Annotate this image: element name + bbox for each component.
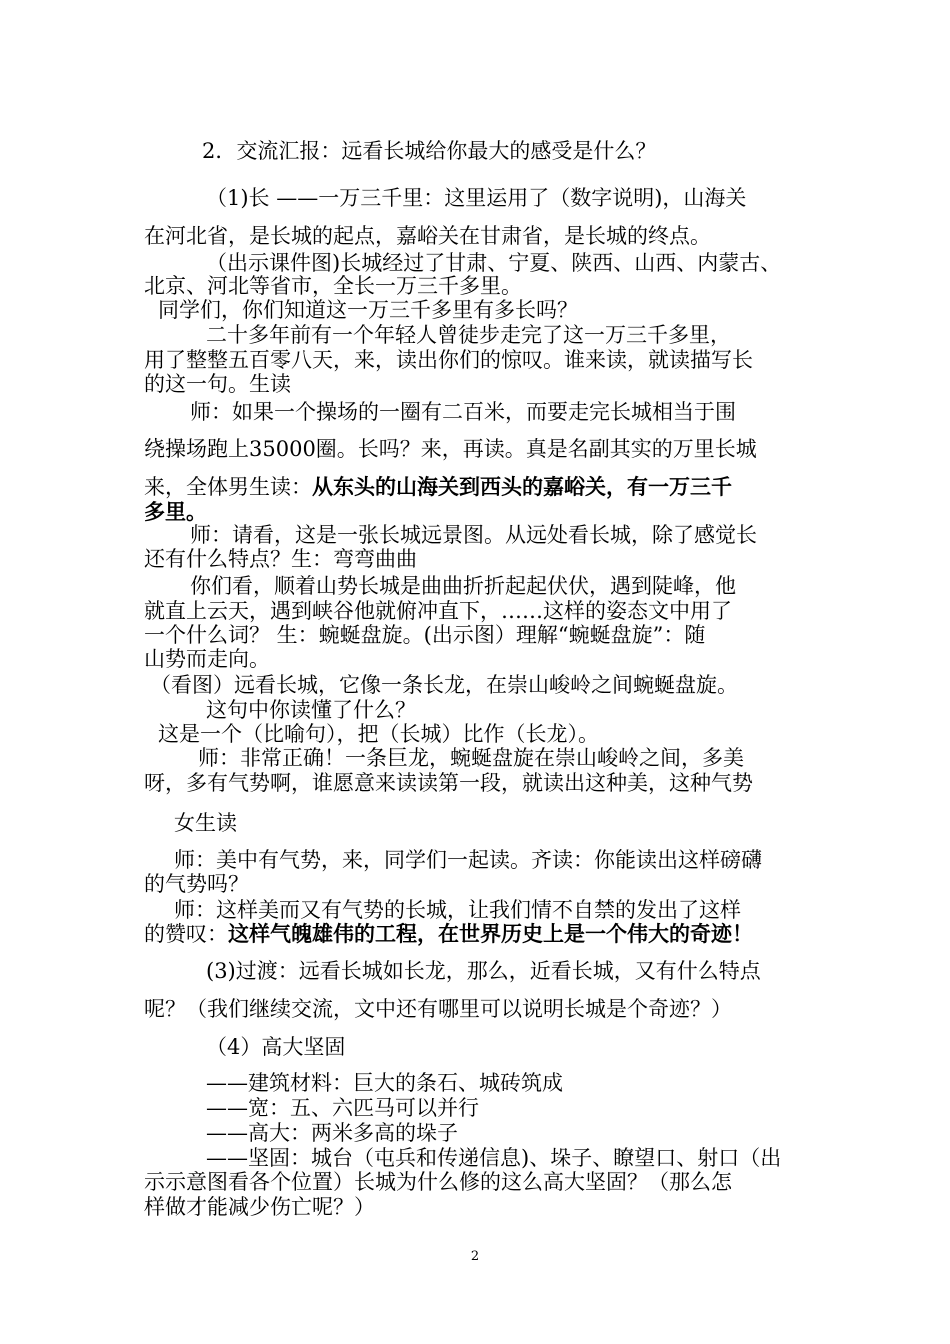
text-line: 一个什么词？ 生：蜿蜒盘旋。(出示图）理解“蜿蜒盘旋”：随 [144, 623, 706, 647]
text-line: （4）高大坚固 [206, 1035, 346, 1059]
page-number: 2 [470, 1249, 480, 1264]
text-line: 就直上云天，遇到峡谷他就俯冲直下，……这样的姿态文中用了 [144, 599, 732, 623]
text-line: 呢？（我们继续交流，文中还有哪里可以说明长城是个奇迹？） [144, 997, 732, 1021]
text-line: 同学们，你们知道这一万三千多里有多长吗？ [158, 298, 578, 322]
text-line: 师：美中有气势，来，同学们一起读。齐读：你能读出这样磅礴 [174, 848, 762, 872]
text-line: 师：非常正确！一条巨龙，蜿蜒盘旋在崇山峻岭之间，多美 [198, 746, 744, 770]
text-line: 师：这样美而又有气势的长城，让我们情不自禁的发出了这样 [174, 898, 741, 922]
text-line: 师：如果一个操场的一圈有二百米，而要走完长城相当于围 [190, 400, 736, 424]
text-line: 师：请看，这是一张长城远景图。从远处看长城，除了感觉长 [190, 523, 757, 547]
text-line [144, 921, 753, 947]
text-normal: 的赞叹： [144, 922, 228, 946]
text-line: 你们看，顺着山势长城是曲曲折折起起伏伏，遇到陡峰，他 [190, 574, 736, 598]
text-line: 的气势吗？ [144, 872, 249, 896]
text-line: （出示课件图)长城经过了甘肃、宁夏、陕西、山西、内蒙古、 [206, 251, 782, 275]
text-line: ——坚固：城台（屯兵和传递信息)、垛子、瞭望口、射口（出 [206, 1146, 782, 1170]
text-line: 样做才能减少伤亡呢？） [144, 1195, 375, 1219]
text-line: 多里。 [144, 499, 207, 524]
text-line: 呀，多有气势啊，谁愿意来读读第一段，就读出这种美，这种气势 [144, 771, 753, 795]
text-bold: 这样气魄雄伟的工程，在世界历史上是一个伟大的奇迹！ [228, 921, 753, 946]
text-line: ——建筑材料：巨大的条石、城砖筑成 [206, 1071, 563, 1095]
text-line: 示示意图看各个位置）长城为什么修的这么高大坚固？（那么怎 [144, 1170, 732, 1194]
text-line: 这句中你读懂了什么？ [206, 698, 416, 722]
text-line: （看图）远看长城，它像一条长龙，在崇山峻岭之间蜿蜒盘旋。 [150, 673, 738, 697]
text-line: 北京、河北等省市，全长一万三千多里。 [144, 274, 522, 298]
text-line: (3)过渡：远看长城如长龙，那么，近看长城，又有什么特点 [206, 959, 761, 983]
text-line: ——高大：两米多高的垛子 [206, 1121, 458, 1145]
text-line: 的这一句。生读 [144, 372, 291, 396]
text-line: ——宽：五、六匹马可以并行 [206, 1096, 479, 1120]
text-line: 在河北省，是长城的起点，嘉峪关在甘肃省，是长城的终点。 [144, 224, 711, 248]
text-line: 2．交流汇报：远看长城给你最大的感受是什么？ [202, 139, 657, 163]
text-line: （1)长 ——一万三千里：这里运用了（数字说明)，山海关 [206, 186, 747, 210]
text-line: 山势而走向。 [144, 647, 270, 671]
text-line: 二十多年前有一个年轻人曾徒步走完了这一万三千多里， [206, 323, 731, 347]
text-line [144, 474, 732, 500]
text-line: 女生读 [174, 811, 237, 835]
text-line: 这是一个（比喻句），把（长城）比作（长龙）。 [158, 722, 599, 746]
text-line: 还有什么特点？生：弯弯曲曲 [144, 547, 417, 571]
text-bold: 从东头的山海关到西头的嘉峪关，有一万三千 [312, 474, 732, 499]
text-normal: 来，全体男生读： [144, 475, 312, 499]
text-line: 用了整整五百零八天，来，读出你们的惊叹。谁来读，就读描写长 [144, 348, 753, 372]
text-line: 绕操场跑上35000圈。长吗？来，再读。真是名副其实的万里长城 [144, 437, 757, 461]
